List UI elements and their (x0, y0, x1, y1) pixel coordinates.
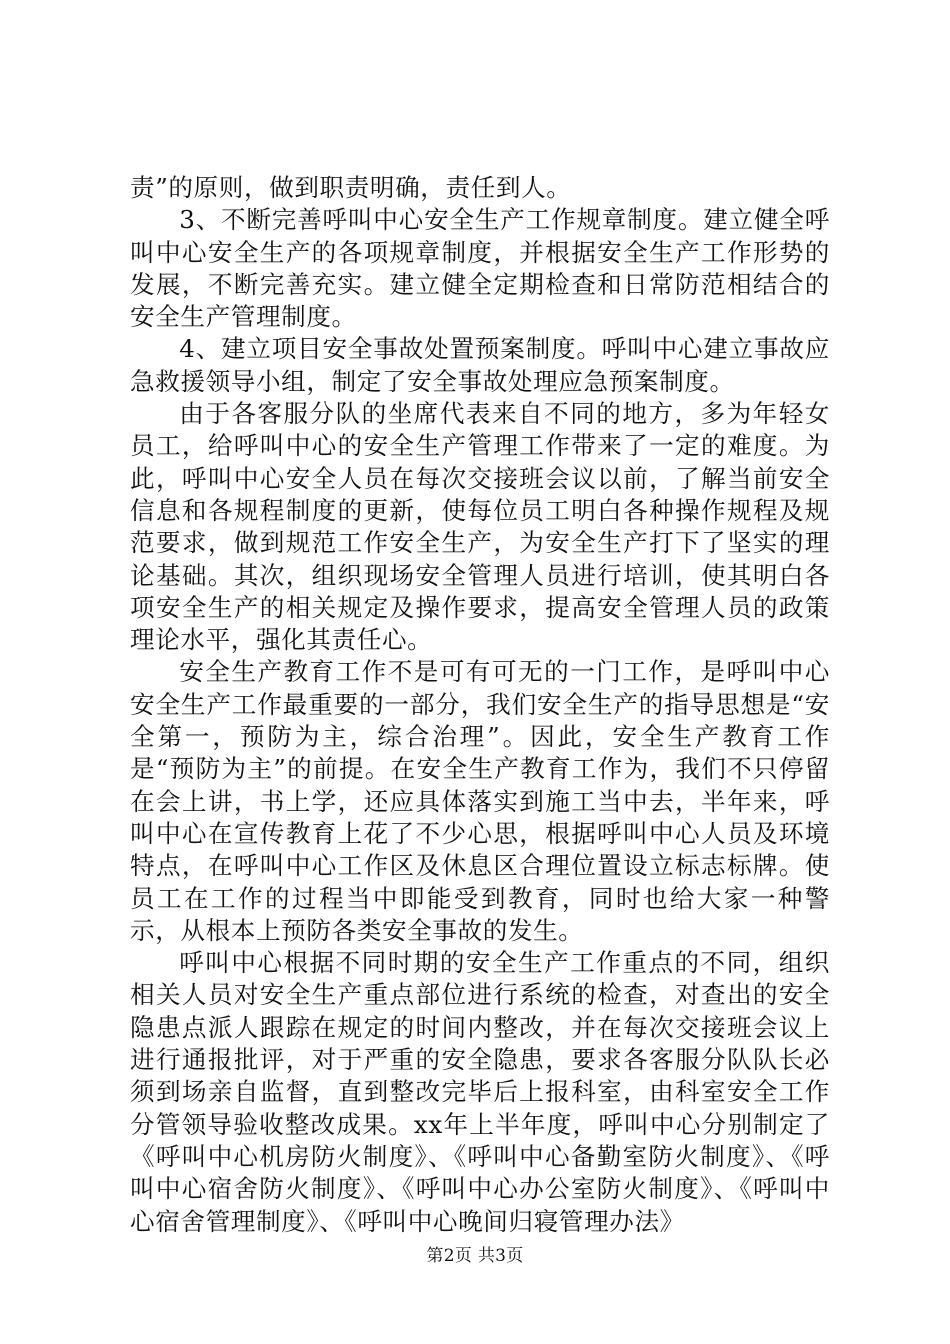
paragraph-inspection: 呼叫中心根据不同时期的安全生产工作重点的不同，组织相关人员对安全生产重点部位进行系统的检查，对查出的安全隐患点派人跟踪在规定的时间内整改，并在每次交接班会议上进行通报批评，对于严重的安全隐患，要求各客服分队队长必须到场亲自监督，直到整改完毕后上报科室，由科室安全工作分管领导验收整改成果。xx年上半年度，呼叫中心分别制定了《呼叫中心机房防火制度》、《呼叫中心备勤室防火制度》、《呼叫中心宿舍防火制度》、《呼叫中心办公室防火制度》、《呼叫中心宿舍管理制度》、《呼叫中心晚间归寝管理办法》 (130, 948, 830, 1236)
paragraph-staff-training: 由于各客服分队的坐席代表来自不同的地方，多为年轻女员工，给呼叫中心的安全生产管理工作带来了一定的难度。为此，呼叫中心安全人员在每次交接班会议以前，了解当前安全信息和各规程制度的更新，使每位员工明白各种操作规程及规范要求，做到规范工作安全生产，为安全生产打下了坚实的理论基础。其次，组织现场安全管理人员进行培训，使其明白各项安全生产的相关规定及操作要求，提高安全管理人员的政策理论水平，强化其责任心。 (130, 399, 830, 655)
page-number-footer: 第2页 共3页 (426, 1246, 524, 1266)
document-body (130, 172, 830, 1238)
paragraph-rules-system: 3、不断完善呼叫中心安全生产工作规章制度。建立健全呼叫中心安全生产的各项规章制度，并根据安全生产工作形势的发展，不断完善充实。建立健全定期检查和日常防范相结合的安全生产管理制度。 (130, 205, 830, 332)
paragraph-continuation: 责”的原则，做到职责明确，责任到人。 (130, 173, 572, 202)
paragraph-emergency-plan: 4、建立项目安全事故处置预案制度。呼叫中心建立事故应急救援领导小组，制定了安全事故处理应急预案制度。 (130, 334, 830, 396)
paragraph-safety-education: 安全生产教育工作不是可有可无的一门工作，是呼叫中心安全生产工作最重要的一部分，我们安全生产的指导思想是“安全第一，预防为主，综合治理”。因此，安全生产教育工作是“预防为主”的前提。在安全生产教育工作为，我们不只停留在会上讲，书上学，还应具体落实到施工当中去，半年来，呼叫中心在宣传教育上花了不少心思，根据呼叫中心人员及环境特点，在呼叫中心工作区及休息区合理位置设立标志标牌。使员工在工作的过程当中即能受到教育，同时也给大家一种警示，从根本上预防各类安全事故的发生。 (130, 657, 830, 945)
